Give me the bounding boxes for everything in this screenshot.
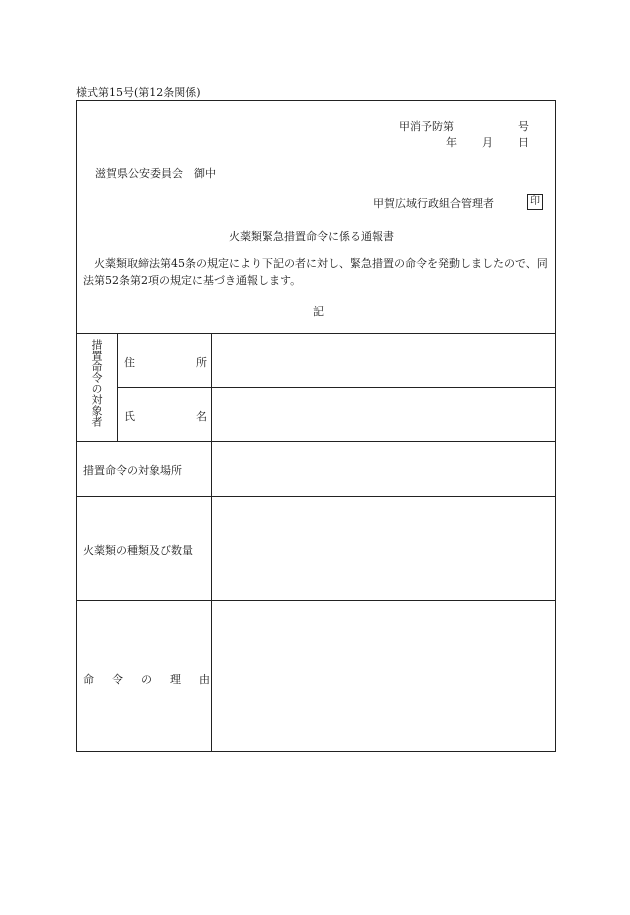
target-person-rule	[77, 441, 555, 442]
explosives-label: 火薬類の種類及び数量	[83, 544, 193, 557]
explosives-rule	[77, 600, 555, 601]
seal-stamp: 印	[527, 194, 543, 210]
name-label-start: 氏	[124, 410, 135, 423]
label-column-divider	[211, 333, 212, 751]
date-month: 月	[482, 136, 493, 149]
reason-label: 命令の理由	[83, 673, 228, 686]
date-day: 日	[518, 136, 529, 149]
doc-number-suffix: 号	[518, 120, 529, 133]
form-number: 様式第15号(第12条関係)	[76, 86, 201, 99]
target-place-rule	[77, 496, 555, 497]
address-label-end: 所	[196, 356, 207, 369]
address-label-start: 住	[124, 356, 135, 369]
target-person-label: 措置命令の対象者	[90, 339, 103, 427]
name-label-end: 名	[196, 410, 207, 423]
doc-number-prefix: 甲消予防第	[399, 120, 454, 133]
target-person-divider	[117, 333, 118, 441]
table-top-rule	[77, 333, 555, 334]
ki-label: 記	[313, 305, 324, 318]
body-text: 火薬類取締法第45条の規定により下記の者に対し、緊急措置の命令を発動しましたので、同法第52条第2項の規定に基づき通報します。	[83, 257, 548, 287]
form-frame	[76, 100, 556, 752]
sender: 甲賀広域行政組合管理者	[373, 197, 494, 210]
recipient: 滋賀県公安委員会 御中	[95, 167, 216, 180]
address-row-rule	[117, 387, 555, 388]
date-year: 年	[446, 136, 457, 149]
document-title: 火薬類緊急措置命令に係る通報書	[229, 230, 394, 243]
target-place-label: 措置命令の対象場所	[83, 464, 182, 477]
